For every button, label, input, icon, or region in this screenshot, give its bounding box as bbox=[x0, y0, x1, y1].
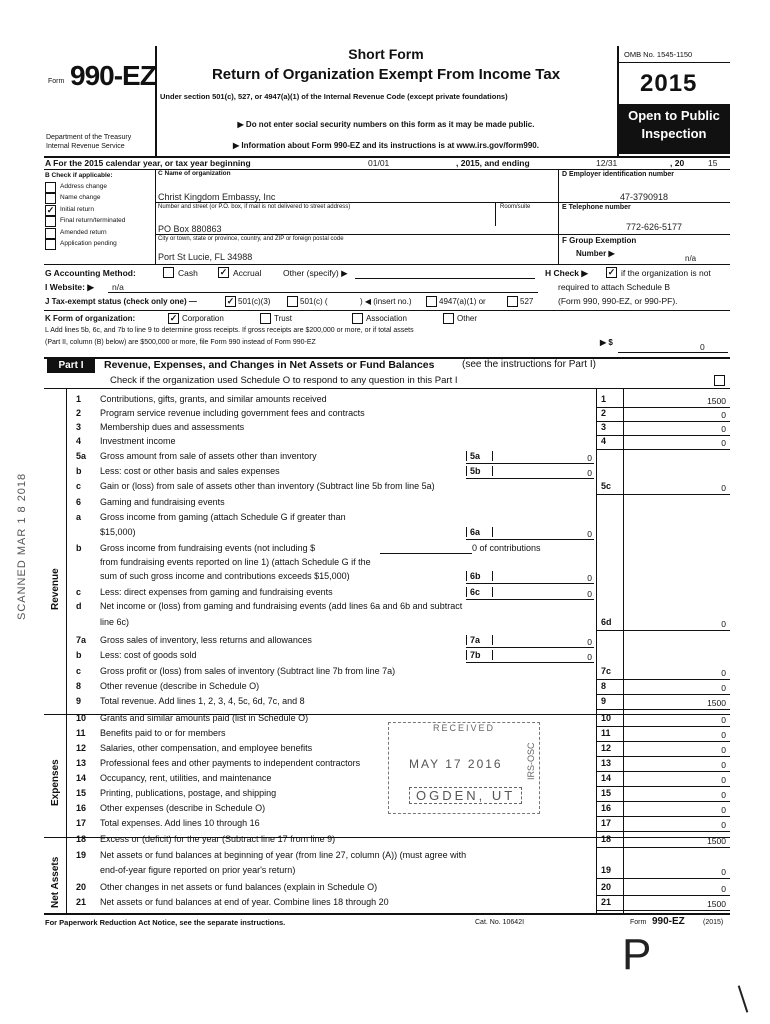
accounting-method-label: G Accounting Method: bbox=[45, 268, 136, 278]
line-number: 9 bbox=[76, 696, 82, 706]
line-text: $15,000) bbox=[100, 527, 136, 537]
line-box: 9 bbox=[601, 696, 607, 706]
initial-return-label: Initial return bbox=[60, 206, 94, 213]
cash-checkbox[interactable] bbox=[163, 267, 174, 278]
phone-label: E Telephone number bbox=[562, 204, 631, 211]
line-text: Professional fees and other payments to independent contractors bbox=[100, 758, 361, 768]
received-stamp-place: OGDEN, UT bbox=[409, 787, 522, 804]
corporation-checkbox[interactable]: ✓ bbox=[169, 313, 178, 323]
form-number: 990-EZ bbox=[70, 60, 156, 91]
received-stamp-label: RECEIVED bbox=[432, 723, 495, 733]
irs-osc-stamp: IRS-OSC bbox=[526, 742, 536, 780]
line-amount[interactable]: 1500 bbox=[707, 899, 726, 909]
gross-receipts-line2: (Part II, column (B) below) are $500,000 or more, file Form 990 instead of Form 990-EZ bbox=[45, 339, 316, 346]
line-text: Membership dues and assessments bbox=[100, 422, 245, 432]
omb-number: OMB No. 1545-1150 bbox=[624, 50, 693, 59]
line-box: 18 bbox=[601, 834, 612, 844]
gross-receipts-value[interactable]: 0 bbox=[700, 342, 705, 352]
sub-line-box: 6b bbox=[466, 571, 493, 581]
website-value[interactable]: n/a bbox=[112, 282, 124, 292]
line-number: 8 bbox=[76, 681, 82, 691]
check-applicable-label: B Check if applicable: bbox=[45, 172, 113, 179]
line-box: 10 bbox=[601, 713, 612, 723]
line-number: 14 bbox=[76, 773, 87, 783]
line-extra: 0 of contributions bbox=[472, 543, 541, 553]
ein-label: D Employer identification number bbox=[562, 171, 675, 178]
line-text: end-of-year figure reported on prior year's return) bbox=[100, 865, 296, 875]
line-amount[interactable]: 0 bbox=[721, 867, 726, 877]
tax-exempt-label: J Tax-exempt status (check only one) — bbox=[45, 297, 197, 306]
sub-line-box: 6c bbox=[466, 587, 493, 597]
schedule-b-check-label: H Check ▶ bbox=[545, 268, 588, 278]
tax-year-label: A For the 2015 calendar year, or tax year beginning bbox=[45, 158, 251, 168]
line-box: 12 bbox=[601, 743, 612, 753]
line-amount[interactable]: 0 bbox=[721, 424, 726, 434]
line-number: 21 bbox=[76, 897, 87, 907]
line-box: 5c bbox=[601, 481, 612, 491]
line-text: Other expenses (describe in Schedule O) bbox=[100, 803, 266, 813]
line-amount[interactable]: 1500 bbox=[707, 396, 726, 406]
part1-title-note: (see the instructions for Part I) bbox=[462, 359, 596, 370]
received-stamp bbox=[388, 722, 540, 814]
org-form-label: K Form of organization: bbox=[45, 314, 136, 323]
line-box: 15 bbox=[601, 788, 612, 798]
sub-line-amount[interactable]: 0 bbox=[587, 589, 592, 599]
line-box: 6d bbox=[601, 617, 612, 627]
group-exemption-label: F Group Exemption bbox=[562, 236, 637, 245]
open-public-label: Open to Public bbox=[628, 108, 720, 123]
line-box: 19 bbox=[601, 865, 612, 875]
line-number: b bbox=[76, 466, 82, 476]
gross-receipts-dollar: ▶ $ bbox=[600, 338, 613, 347]
line-text: Investment income bbox=[100, 436, 176, 446]
other-method-label: Other (specify) ▶ bbox=[283, 268, 348, 278]
association-checkbox[interactable] bbox=[352, 313, 363, 324]
line-amount[interactable]: 0 bbox=[721, 668, 726, 678]
line-text: Gaming and fundraising events bbox=[100, 497, 225, 507]
line-number: b bbox=[76, 543, 82, 553]
pen-mark bbox=[738, 985, 749, 1012]
line-number: 11 bbox=[76, 728, 86, 738]
line-number: 1 bbox=[76, 394, 82, 404]
other-org-label: Other bbox=[457, 314, 478, 323]
line-box: 14 bbox=[601, 773, 612, 783]
sub-line-amount[interactable]: 0 bbox=[587, 573, 592, 583]
line-amount[interactable]: 1500 bbox=[707, 698, 726, 708]
line-text: Gross amount from sale of assets other than inventory bbox=[100, 451, 317, 461]
line-text: sum of such gross income and contributions exceeds $15,000) bbox=[100, 571, 350, 581]
527-label: 527 bbox=[520, 297, 534, 306]
line-number: 6 bbox=[76, 497, 82, 507]
line-number: 17 bbox=[76, 818, 87, 828]
line-text: Gain or (loss) from sale of assets other than inventory (Subtract line 5b from line 5a) bbox=[100, 481, 435, 491]
4947-checkbox[interactable] bbox=[426, 296, 437, 307]
line-text: Contributions, gifts, grants, and similar amounts received bbox=[100, 394, 327, 404]
sub-line-amount[interactable]: 0 bbox=[587, 637, 592, 647]
line-number: 18 bbox=[76, 834, 87, 844]
irs-label: Internal Revenue Service bbox=[46, 143, 125, 150]
final-return-checkbox[interactable] bbox=[45, 216, 56, 227]
accrual-checkbox[interactable]: ✓ bbox=[219, 267, 228, 277]
line-number: c bbox=[76, 481, 82, 491]
final-return-label: Final return/terminated bbox=[60, 217, 126, 224]
line-number: 5a bbox=[76, 451, 87, 461]
schedule-o-check-text: Check if the organization used Schedule O to respond to any question in this Part I bbox=[110, 375, 458, 386]
tax-year-end: 12/31 bbox=[596, 158, 618, 168]
line-number: a bbox=[76, 512, 82, 522]
address-change-checkbox[interactable] bbox=[45, 182, 56, 193]
name-change-checkbox[interactable] bbox=[45, 193, 56, 204]
line-text: Net income or (loss) from gaming and fundraising events (add lines 6a and 6b and subtract bbox=[100, 601, 463, 611]
line-number: 12 bbox=[76, 743, 87, 753]
line-box: 16 bbox=[601, 803, 612, 813]
org-name[interactable]: Christ Kingdom Embassy, Inc bbox=[158, 192, 276, 202]
application-pending-label: Application pending bbox=[60, 240, 117, 247]
line-box: 7c bbox=[601, 666, 612, 676]
tax-year: 2015 bbox=[640, 70, 698, 97]
line-text: Benefits paid to or for members bbox=[100, 728, 226, 738]
cash-label: Cash bbox=[178, 268, 198, 278]
sub-line-box: 5a bbox=[466, 451, 493, 461]
line-text: Program service revenue including government fees and contracts bbox=[100, 408, 365, 418]
street-address[interactable]: PO Box 880863 bbox=[158, 224, 222, 234]
sub-line-box: 5b bbox=[466, 466, 493, 476]
line-number: 19 bbox=[76, 850, 87, 860]
527-checkbox[interactable] bbox=[507, 296, 518, 307]
expenses-side-label: Expenses bbox=[50, 759, 61, 806]
gross-receipts-line1: L Add lines 5b, 6c, and 7b to line 9 to determine gross receipts. If gross receipts are $200,000 or more, or if total assets bbox=[45, 327, 414, 334]
line-amount[interactable]: 0 bbox=[721, 483, 726, 493]
line-amount[interactable]: 1500 bbox=[707, 836, 726, 846]
line-number: 2 bbox=[76, 408, 82, 418]
line-amount[interactable]: 0 bbox=[721, 745, 726, 755]
4947-label: 4947(a)(1) or bbox=[439, 297, 486, 306]
line-text: Less: cost or other basis and sales expenses bbox=[100, 466, 280, 476]
schedule-b-line3: (Form 990, 990-EZ, or 990-PF). bbox=[558, 296, 678, 306]
line-amount[interactable]: 0 bbox=[721, 410, 726, 420]
part1-title: Revenue, Expenses, and Changes in Net Assets or Fund Balances bbox=[104, 359, 435, 371]
schedule-b-line2: required to attach Schedule B bbox=[558, 282, 670, 292]
line-box: 3 bbox=[601, 422, 607, 432]
line-amount[interactable]: 0 bbox=[721, 730, 726, 740]
tax-year-end-label: , 20 bbox=[670, 158, 685, 168]
address-change-label: Address change bbox=[60, 183, 107, 190]
name-change-label: Name change bbox=[60, 194, 101, 201]
phone-value[interactable]: 772-626-5177 bbox=[626, 222, 683, 232]
short-form-label: Short Form bbox=[348, 46, 424, 62]
revenue-side-label: Revenue bbox=[50, 568, 61, 610]
website-label: I Website: ▶ bbox=[45, 282, 94, 292]
line-amount[interactable]: 0 bbox=[721, 805, 726, 815]
ein-value[interactable]: 47-3790918 bbox=[620, 192, 669, 202]
scanned-stamp: SCANNED MAR 1 8 2018 bbox=[16, 472, 28, 620]
form-title: Return of Organization Exempt From Income Tax bbox=[211, 66, 561, 83]
accrual-label: Accrual bbox=[233, 268, 262, 278]
line-box: 4 bbox=[601, 436, 607, 446]
line-number: 10 bbox=[76, 713, 87, 723]
street-label: Number and street (or P.O. box, if mail is not delivered to street address) bbox=[158, 204, 351, 210]
line-text: Occupancy, rent, utilities, and maintenance bbox=[100, 773, 272, 783]
ssn-notice: ▶ Do not enter social security numbers on this form as it may be made public. bbox=[237, 120, 535, 129]
line-amount[interactable]: 0 bbox=[721, 715, 726, 725]
501c3-label: 501(c)(3) bbox=[238, 297, 271, 306]
line-amount[interactable]: 0 bbox=[721, 619, 726, 629]
501c-label: 501(c) ( bbox=[300, 297, 328, 306]
501c-checkbox[interactable] bbox=[287, 296, 298, 307]
501c3-checkbox[interactable]: ✓ bbox=[226, 296, 235, 306]
schedule-b-text: if the organization is not bbox=[621, 268, 711, 278]
line-box: 20 bbox=[601, 882, 612, 892]
footer-form-label: Form bbox=[630, 919, 647, 926]
sub-line-amount[interactable]: 0 bbox=[587, 529, 592, 539]
line-amount[interactable]: 0 bbox=[721, 790, 726, 800]
schedule-o-checkbox[interactable] bbox=[714, 375, 725, 386]
initial-return-checkbox[interactable]: ✓ bbox=[46, 205, 55, 215]
association-label: Association bbox=[366, 314, 407, 323]
group-number[interactable]: n/a bbox=[685, 254, 697, 263]
catalog-number: Cat. No. 10642I bbox=[475, 919, 525, 926]
group-number-label: Number ▶ bbox=[576, 249, 615, 258]
line-text: Less: cost of goods sold bbox=[100, 650, 197, 660]
line-text: Other revenue (describe in Schedule O) bbox=[100, 681, 260, 691]
line-text: Net assets or fund balances at beginning of year (from line 27, column (A)) (must agree with bbox=[100, 850, 467, 860]
application-pending-checkbox[interactable] bbox=[45, 239, 56, 250]
line-text: Less: direct expenses from gaming and fundraising events bbox=[100, 587, 333, 597]
other-org-checkbox[interactable] bbox=[443, 313, 454, 324]
line-box: 21 bbox=[601, 897, 612, 907]
net-assets-side-label: Net Assets bbox=[50, 856, 61, 908]
line-text: Grants and similar amounts paid (list in Schedule O) bbox=[100, 713, 309, 723]
inspection-label: Inspection bbox=[641, 126, 707, 141]
tax-year-begin: 01/01 bbox=[368, 158, 390, 168]
line-box: 1 bbox=[601, 394, 607, 404]
line-amount[interactable]: 0 bbox=[721, 820, 726, 830]
line-box: 11 bbox=[601, 728, 611, 738]
amended-return-label: Amended return bbox=[60, 229, 107, 236]
info-notice: ▶ Information about Form 990-EZ and its instructions is at www.irs.gov/form990. bbox=[233, 141, 539, 150]
part1-label: Part I bbox=[58, 360, 84, 371]
line-box: 2 bbox=[601, 408, 607, 418]
line-box: 13 bbox=[601, 758, 612, 768]
city-state-zip[interactable]: Port St Lucie, FL 34988 bbox=[158, 252, 253, 262]
line-number: d bbox=[76, 601, 82, 611]
dept-label: Department of the Treasury bbox=[46, 134, 132, 141]
line-number: 4 bbox=[76, 436, 82, 446]
line-amount[interactable]: 0 bbox=[721, 760, 726, 770]
sub-line-box: 6a bbox=[466, 527, 493, 537]
line-number: c bbox=[76, 587, 82, 597]
line-number: 20 bbox=[76, 882, 87, 892]
line-text: from fundraising events reported on line 1) (attach Schedule G if the bbox=[100, 557, 371, 567]
line-text: Gross sales of inventory, less returns and allowances bbox=[100, 635, 312, 645]
line-amount[interactable]: 0 bbox=[721, 683, 726, 693]
schedule-b-checkbox[interactable]: ✓ bbox=[607, 267, 616, 277]
line-amount[interactable]: 0 bbox=[721, 775, 726, 785]
line-text: Total revenue. Add lines 1, 2, 3, 4, 5c, 6d, 7c, and 8 bbox=[100, 696, 305, 706]
line-text: Gross profit or (loss) from sales of inventory (Subtract line 7b from line 7a) bbox=[100, 666, 396, 676]
footer-form-number: 990-EZ bbox=[652, 916, 685, 927]
line-number: 16 bbox=[76, 803, 87, 813]
line-number: c bbox=[76, 666, 82, 676]
form-label: Form bbox=[48, 78, 65, 85]
line-amount[interactable]: 0 bbox=[721, 438, 726, 448]
line-text: Gross income from gaming (attach Schedule G if greater than bbox=[100, 512, 346, 522]
handwritten-initial: P bbox=[622, 930, 652, 979]
form-subtitle: Under section 501(c), 527, or 4947(a)(1) of the Internal Revenue Code (except private foundations) bbox=[160, 92, 508, 101]
line-text: Total expenses. Add lines 10 through 16 bbox=[100, 818, 260, 828]
line-box: 8 bbox=[601, 681, 607, 691]
org-name-label: C Name of organization bbox=[158, 170, 231, 177]
line-number: 3 bbox=[76, 422, 82, 432]
tax-year-end-year: 15 bbox=[708, 158, 718, 168]
paperwork-notice: For Paperwork Reduction Act Notice, see the separate instructions. bbox=[45, 918, 286, 927]
room-label: Room/suite bbox=[500, 204, 531, 210]
line-text: Salaries, other compensation, and employee benefits bbox=[100, 743, 313, 753]
line-text: Printing, publications, postage, and shipping bbox=[100, 788, 277, 798]
line-text: Excess or (deficit) for the year (Subtract line 17 from line 9) bbox=[100, 834, 336, 844]
line-text: Net assets or fund balances at end of year. Combine lines 18 through 20 bbox=[100, 897, 389, 907]
line-text: line 6c) bbox=[100, 617, 130, 627]
sub-line-box: 7a bbox=[466, 635, 493, 645]
amended-return-checkbox[interactable] bbox=[45, 228, 56, 239]
line-text: Gross income from fundraising events (not including $ bbox=[100, 543, 316, 553]
line-number: 13 bbox=[76, 758, 87, 768]
line-number: b bbox=[76, 650, 82, 660]
line-amount[interactable]: 0 bbox=[721, 884, 726, 894]
sub-line-box: 7b bbox=[466, 650, 493, 660]
city-label: City or town, state or province, country, and ZIP or foreign postal code bbox=[158, 236, 344, 242]
trust-checkbox[interactable] bbox=[260, 313, 271, 324]
tax-year-mid: , 2015, and ending bbox=[456, 158, 530, 168]
line-text: Other changes in net assets or fund balances (explain in Schedule O) bbox=[100, 882, 378, 892]
corporation-label: Corporation bbox=[182, 314, 224, 323]
received-stamp-date: MAY 17 2016 bbox=[409, 757, 503, 771]
sub-line-amount[interactable]: 0 bbox=[587, 453, 592, 463]
sub-line-amount[interactable]: 0 bbox=[587, 468, 592, 478]
line-number: 7a bbox=[76, 635, 87, 645]
line-box: 17 bbox=[601, 818, 612, 828]
trust-label: Trust bbox=[274, 314, 292, 323]
line-number: 15 bbox=[76, 788, 87, 798]
sub-line-amount[interactable]: 0 bbox=[587, 652, 592, 662]
footer-year: (2015) bbox=[703, 919, 724, 926]
insert-no-label: ) ◀ (insert no.) bbox=[360, 297, 412, 306]
